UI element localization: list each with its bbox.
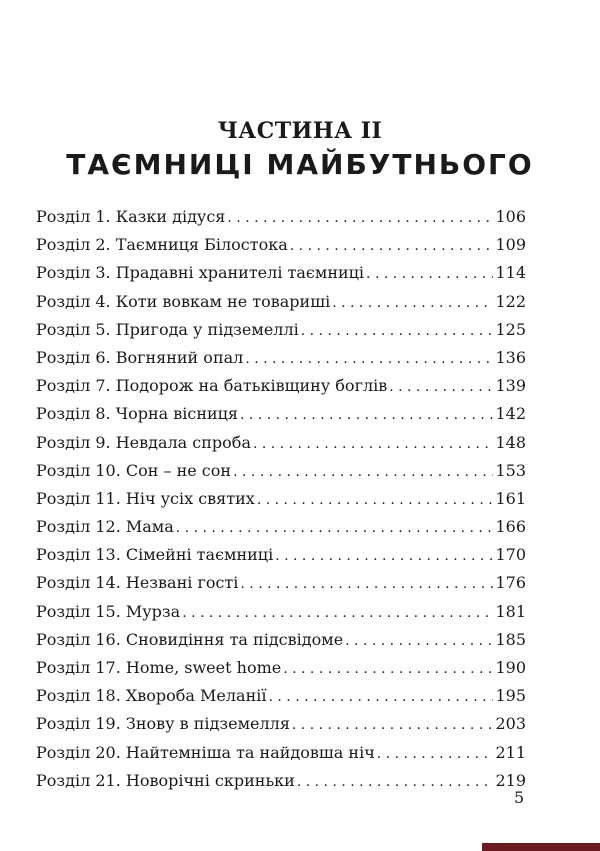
toc-entry-title: Розділ 3. Прадавні хранителі таємниці xyxy=(36,263,365,283)
toc-entry xyxy=(36,710,526,738)
toc-entry xyxy=(36,485,526,513)
part-title: ТАЄМНИЦІ МАЙБУТНЬОГО xyxy=(66,148,534,181)
toc-entry xyxy=(36,231,526,259)
toc-entry-title: Розділ 17. Home, sweet home xyxy=(36,658,282,677)
toc-entry xyxy=(36,457,526,485)
toc-leader-dots xyxy=(176,514,494,542)
toc-leader-dots xyxy=(290,232,494,260)
toc-leader-dots xyxy=(240,570,493,598)
toc-leader-dots xyxy=(377,740,494,768)
toc-entry xyxy=(36,513,526,541)
toc-entry-page: 176 xyxy=(495,573,526,593)
toc-entry-title: Розділ 15. Мурза xyxy=(36,601,181,621)
toc-entry-title: Розділ 4. Коти вовкам не товариші xyxy=(36,291,331,311)
toc-leader-dots xyxy=(275,542,493,570)
part-label: ЧАСТИНА ІІ xyxy=(217,118,383,144)
toc-entry-page: 153 xyxy=(495,460,526,480)
toc-entry-page: 148 xyxy=(495,432,526,452)
toc-entry xyxy=(36,569,526,597)
toc-leader-dots xyxy=(182,599,493,627)
toc-entry xyxy=(36,259,526,287)
toc-entry-title: Розділ 2. Таємниця Білостока xyxy=(36,235,288,255)
toc-leader-dots xyxy=(257,486,494,514)
toc-entry-page: 142 xyxy=(495,404,526,424)
toc-leader-dots xyxy=(345,627,493,655)
toc-entry-page: 181 xyxy=(495,601,526,621)
toc-entry-title: Розділ 11. Ніч усіх святих xyxy=(36,488,255,508)
toc-entry xyxy=(36,372,526,400)
toc-entry-page: 109 xyxy=(495,235,526,255)
toc-leader-dots xyxy=(240,401,493,429)
toc-entry-title: Розділ 1. Казки дідуся xyxy=(36,207,226,226)
toc-entry-title: Розділ 12. Мама xyxy=(36,517,174,537)
toc-entry xyxy=(36,682,526,710)
toc-entry xyxy=(36,316,526,344)
toc-entry-title: Розділ 14. Незвані гості xyxy=(36,573,239,593)
toc-entry-page: 161 xyxy=(495,488,526,508)
toc-entry-page: 195 xyxy=(495,686,526,706)
toc-leader-dots xyxy=(292,711,494,739)
toc-entry xyxy=(36,767,526,795)
toc-entry xyxy=(36,288,526,316)
toc-entry-page: 136 xyxy=(495,347,526,367)
page-number: 5 xyxy=(514,788,525,807)
toc-entry xyxy=(36,654,526,682)
toc-leader-dots xyxy=(245,345,493,373)
toc-entry-title: Розділ 6. Вогняний опал xyxy=(36,347,244,367)
toc-entry-page: 125 xyxy=(495,319,526,339)
page-edge-mark xyxy=(482,843,600,851)
toc-leader-dots xyxy=(389,373,493,401)
toc-entry-page: 122 xyxy=(495,291,526,311)
toc-entry-page: 219 xyxy=(495,770,526,790)
toc-leader-dots xyxy=(297,768,494,796)
toc-leader-dots xyxy=(227,204,493,232)
toc-entry-page: 170 xyxy=(495,545,526,565)
toc-entry xyxy=(36,344,526,372)
toc-entry xyxy=(36,400,526,428)
toc-entry-title: Розділ 16. Сновидіння та підсвідоме xyxy=(36,629,344,649)
toc-leader-dots xyxy=(366,260,493,288)
toc-entry-page: 185 xyxy=(495,629,526,649)
toc-entry-title: Розділ 7. Подорож на батьківщину боглів xyxy=(36,376,388,396)
toc-entry xyxy=(36,203,526,231)
toc-entry-page: 203 xyxy=(495,714,526,734)
toc-entry xyxy=(36,739,526,767)
toc-entry-page: 139 xyxy=(495,376,526,396)
toc-entry-title: Розділ 19. Знову в підземелля xyxy=(36,714,290,734)
toc-entry-title: Розділ 20. Найтемніша та найдовша ніч xyxy=(36,742,375,762)
toc-entry-title: Розділ 5. Пригода у підземеллі xyxy=(36,319,299,339)
toc-leader-dots xyxy=(233,458,493,486)
toc-leader-dots xyxy=(283,655,493,683)
toc-leader-dots xyxy=(253,430,493,458)
toc-entry-title: Розділ 8. Чорна вісниця xyxy=(36,404,239,424)
toc-entry-title: Розділ 9. Невдала спроба xyxy=(36,432,251,452)
toc-entry-title: Розділ 21. Новорічні скриньки xyxy=(36,770,295,790)
table-of-contents xyxy=(36,203,526,795)
toc-entry-title: Розділ 13. Сімейні таємниці xyxy=(36,545,274,565)
toc-leader-dots xyxy=(269,683,494,711)
toc-entry-page: 211 xyxy=(495,742,526,762)
toc-entry-page: 190 xyxy=(495,658,526,677)
toc-entry-page: 166 xyxy=(495,517,526,537)
toc-entry-page: 114 xyxy=(495,263,526,283)
toc-entry xyxy=(36,429,526,457)
toc-entry-page: 106 xyxy=(495,207,526,226)
toc-leader-dots xyxy=(332,289,493,317)
toc-entry xyxy=(36,541,526,569)
toc-entry xyxy=(36,626,526,654)
toc-entry-title: Розділ 10. Сон – не сон xyxy=(36,460,232,480)
toc-leader-dots xyxy=(301,317,494,345)
toc-entry-title: Розділ 18. Хвороба Меланії xyxy=(36,686,267,706)
toc-entry xyxy=(36,598,526,626)
